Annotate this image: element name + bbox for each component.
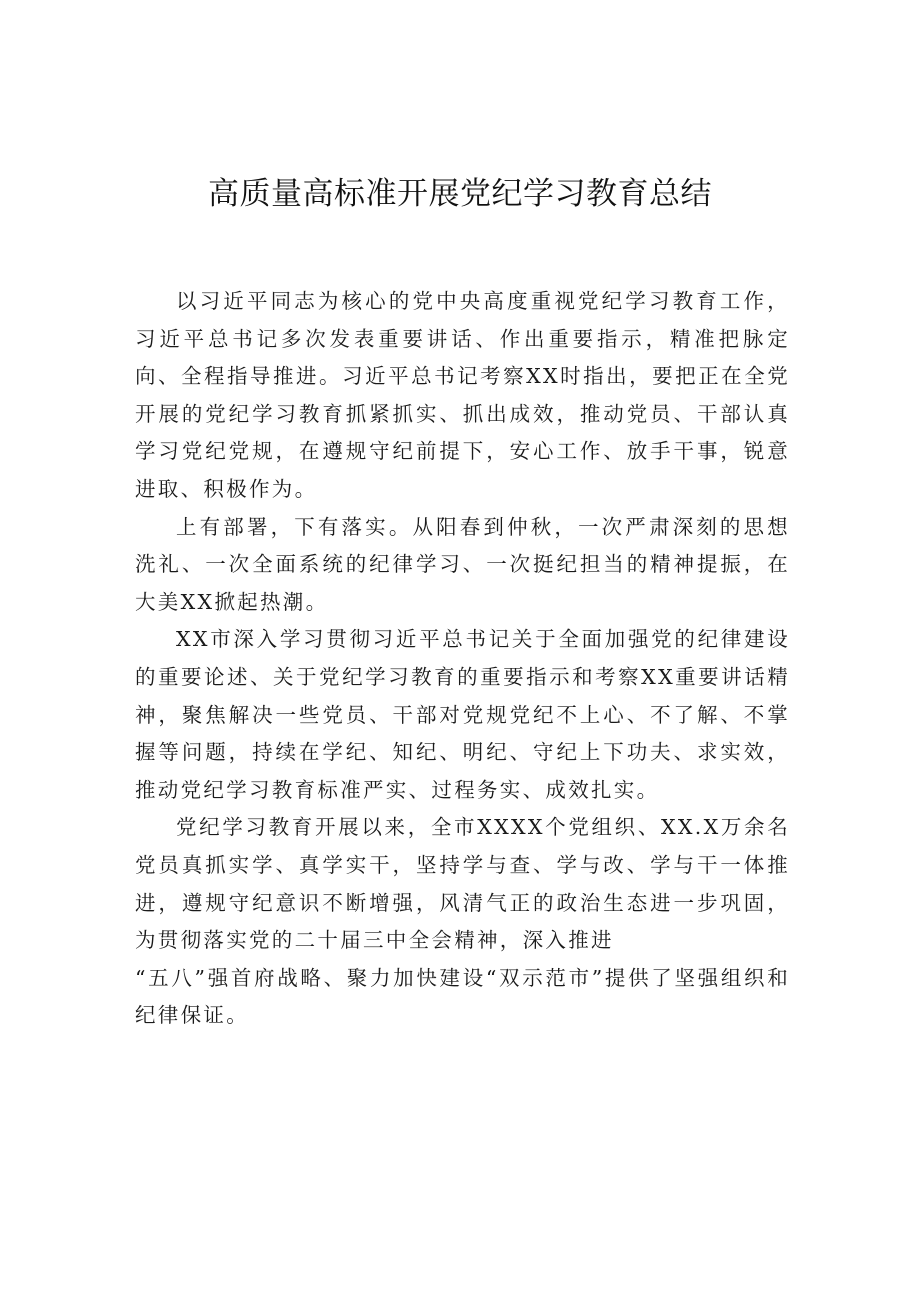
document-body [135, 283, 790, 1035]
paragraph-3: XX市深入学习贯彻习近平总书记关于全面加强党的纪律建设的重要论述、关于党纪学习教育的重要指示和考察XX重要讲话精神，聚焦解决一些党员、干部对党规党纪不上心、不了解、不掌握等问题，持续在学纪、知纪、明纪、守纪上下功夫、求实效，推动党纪学习教育标准严实、过程务实、成效扎实。 [135, 627, 790, 802]
paragraph-1: 以习近平同志为核心的党中央高度重视党纪学习教育工作，习近平总书记多次发表重要讲话、作出重要指示，精准把脉定向、全程指导推进。习近平总书记考察XX时指出，要把正在全党开展的党纪学习教育抓紧抓实、抓出成效，推动党员、干部认真学习党纪党规，在遵规守纪前提下，安心工作、放手干事，锐意进取、积极作为。 [135, 289, 790, 501]
paragraph-2: 上有部署，下有落实。从阳春到仲秋，一次严肃深刻的思想洗礼、一次全面系统的纪律学习、一次挺纪担当的精神提振，在大美XX掀起热潮。 [135, 514, 790, 614]
document-title: 高质量高标准开展党纪学习教育总结 [208, 176, 712, 212]
paragraph-5: “五八”强首府战略、聚力加快建设“双示范市”提供了坚强组织和纪律保证。 [135, 965, 790, 1028]
paragraph-4: 党纪学习教育开展以来，全市XXXX个党组织、XX.X万余名党员真抓实学、真学实干，坚持学与查、学与改、学与干一体推进，遵规守纪意识不断增强，风清气正的政治生态进一步巩固，为贯彻落实党的二十届三中全会精神，深入推进 [135, 815, 790, 953]
